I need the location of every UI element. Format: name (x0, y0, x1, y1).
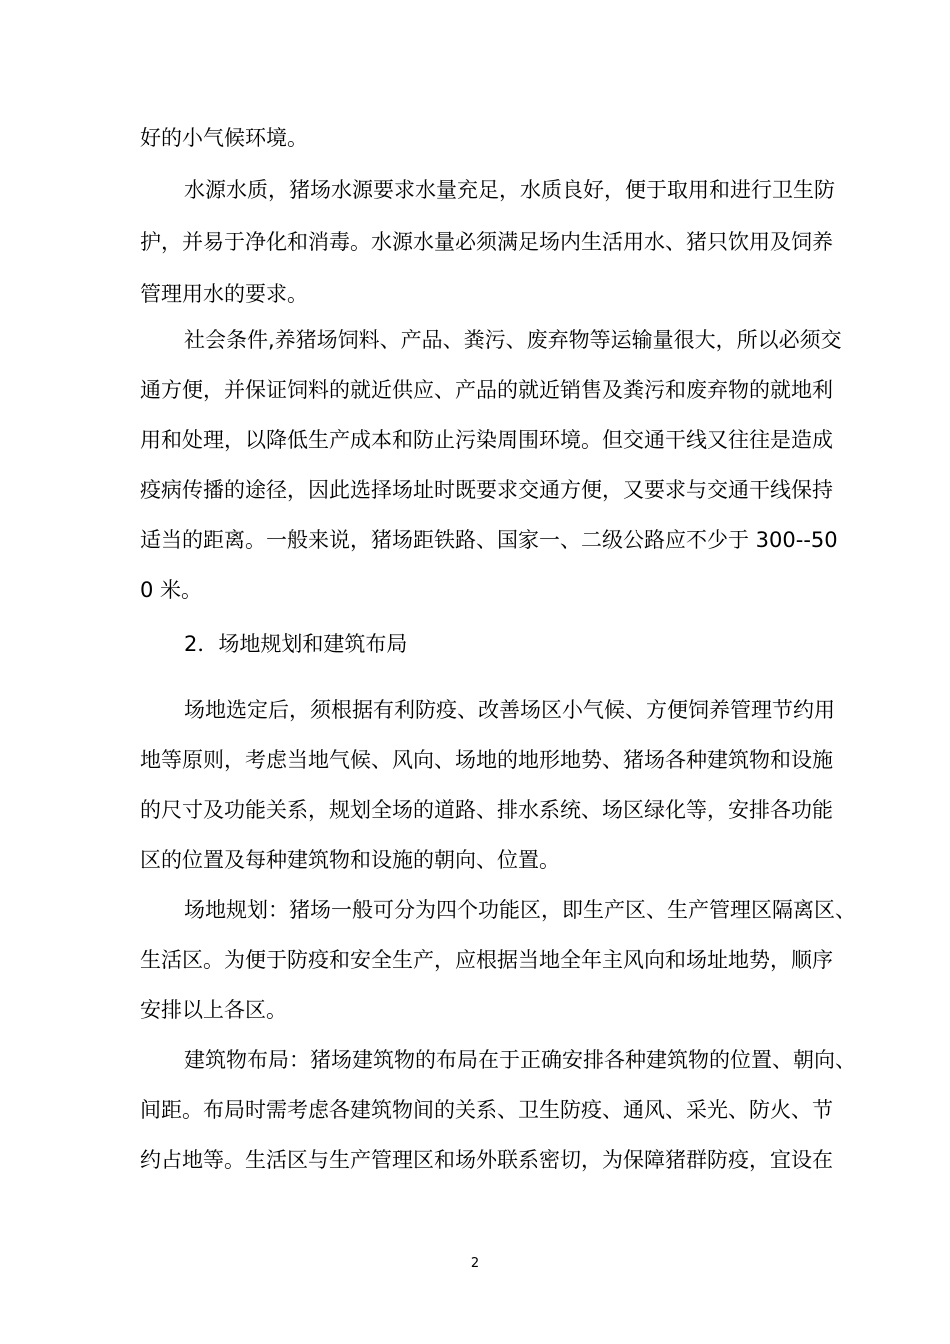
text-line: 管理用水的要求。 (140, 282, 308, 306)
text-line: 疫病传播的途径，因此选择场址时既要求交通方便，又要求与交通干线保持 (140, 478, 833, 502)
paragraph-first-line: 建筑物布局：猪场建筑物的布局在于正确安排各种建筑物的位置、朝向、 (184, 1048, 856, 1072)
text-line: 生活区。为便于防疫和安全生产，应根据当地全年主风向和场址地势，顺序 (140, 948, 833, 972)
text-line: 地等原则，考虑当地气候、风向、场地的地形地势、猪场各种建筑物和设施 (140, 748, 833, 772)
text-line: 用和处理，以降低生产成本和防止污染周围环境。但交通干线又往往是造成 (140, 428, 833, 452)
section-heading: 2．场地规划和建筑布局 (184, 632, 408, 656)
text-line: 护，并易于净化和消毒。水源水量必须满足场内生活用水、猪只饮用及饲养 (140, 230, 833, 254)
text-line: 约占地等。生活区与生产管理区和场外联系密切，为保障猪群防疫，宜设在 (140, 1148, 833, 1172)
text-line: 0 米。 (140, 578, 203, 602)
paragraph-first-line: 场地选定后，须根据有利防疫、改善场区小气候、方便饲养管理节约用 (184, 698, 835, 722)
text-line: 安排以上各区。 (140, 998, 287, 1022)
paragraph-first-line: 社会条件,养猪场饲料、产品、粪污、废弃物等运输量很大，所以必须交 (184, 328, 842, 352)
text-line: 适当的距离。一般来说，猪场距铁路、国家一、二级公路应不少于 300--50 (140, 528, 838, 552)
paragraph-first-line: 水源水质，猪场水源要求水量充足，水质良好，便于取用和进行卫生防 (184, 178, 835, 202)
text-line: 通方便，并保证饲料的就近供应、产品的就近销售及粪污和废弃物的就地利 (140, 378, 833, 402)
text-line: 好的小气候环境。 (140, 126, 308, 150)
page-number: 2 (470, 1256, 480, 1271)
text-line: 间距。布局时需考虑各建筑物间的关系、卫生防疫、通风、采光、防火、节 (140, 1098, 833, 1122)
text-line: 的尺寸及功能关系，规划全场的道路、排水系统、场区绿化等，安排各功能 (140, 798, 833, 822)
text-line: 区的位置及每种建筑物和设施的朝向、位置。 (140, 848, 560, 872)
paragraph-first-line: 场地规划：猪场一般可分为四个功能区，即生产区、生产管理区隔离区、 (184, 898, 856, 922)
